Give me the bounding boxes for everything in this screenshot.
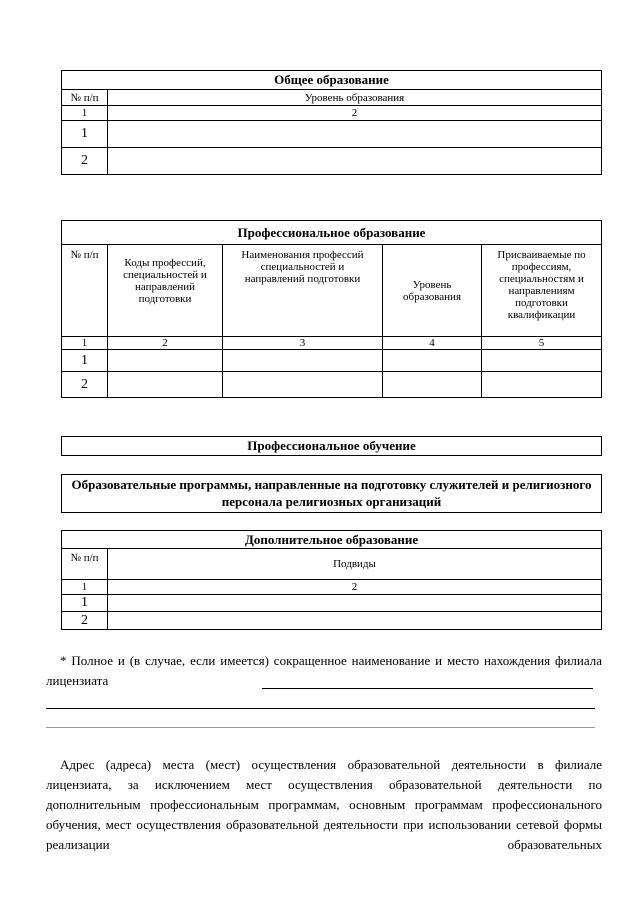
empty-cell — [482, 350, 602, 372]
index-cell: 2 — [108, 106, 602, 121]
underline-field — [46, 727, 595, 728]
general-education-table — [61, 70, 602, 175]
address-paragraph: Адрес (адреса) места (мест) осуществления образовательной деятельности в филиале лицензиата, за исключением мест осуществления образовательной деятельности по дополнительным профессиональным программам, основным программам профессионального обучения, мест осуществления образовательной деятельности при использовании сетевой формы реализации образовательных — [46, 757, 602, 852]
religious-programs-title: Образовательные программы, направленные на подготовку служителей и религиозного персонала религиозных организаций — [61, 474, 602, 513]
empty-cell — [223, 372, 383, 398]
col-num-header: № п/п — [62, 549, 108, 580]
col-num-header: № п/п — [62, 90, 108, 106]
row-number: 2 — [62, 612, 108, 630]
index-cell: 1 — [62, 337, 108, 350]
col-qualifications-header: Присваиваемые по профессиям, специальностям и направлениям подготовки квалификации — [482, 245, 602, 337]
empty-cell — [108, 372, 223, 398]
index-cell: 5 — [482, 337, 602, 350]
index-cell: 3 — [223, 337, 383, 350]
col-subtypes-header: Подвиды — [108, 549, 602, 580]
footnote-text: * Полное и (в случае, если имеется) сокращенное наименование и место нахождения филиала лицензиата — [46, 653, 602, 688]
index-cell: 2 — [108, 337, 223, 350]
col-codes-header: Коды профессий, специальностей и направлений подготовки — [108, 245, 223, 337]
professional-education-table — [61, 220, 602, 398]
empty-cell — [108, 121, 602, 148]
empty-cell — [223, 350, 383, 372]
professional-education-title: Профессиональное образование — [62, 221, 602, 245]
index-cell: 1 — [62, 106, 108, 121]
col-level-header: Уровень образования — [383, 245, 482, 337]
empty-cell — [108, 612, 602, 630]
row-number: 2 — [62, 372, 108, 398]
empty-cell — [108, 350, 223, 372]
underline-field — [46, 708, 595, 709]
empty-cell — [108, 148, 602, 175]
index-cell: 1 — [62, 580, 108, 595]
row-number: 1 — [62, 350, 108, 372]
row-number: 1 — [62, 121, 108, 148]
col-level-header: Уровень образования — [108, 90, 602, 106]
col-num-header: № п/п — [62, 245, 108, 337]
empty-cell — [108, 595, 602, 612]
additional-education-table — [61, 530, 602, 630]
index-cell: 4 — [383, 337, 482, 350]
empty-cell — [383, 372, 482, 398]
underline-field — [262, 688, 593, 689]
row-number: 1 — [62, 595, 108, 612]
additional-education-title: Дополнительное образование — [62, 531, 602, 549]
index-cell: 2 — [108, 580, 602, 595]
col-names-header: Наименования профессий специальностей и направлений подготовки — [223, 245, 383, 337]
row-number: 2 — [62, 148, 108, 175]
empty-cell — [482, 372, 602, 398]
general-education-title: Общее образование — [62, 71, 602, 90]
professional-training-title: Профессиональное обучение — [61, 436, 602, 456]
empty-cell — [383, 350, 482, 372]
